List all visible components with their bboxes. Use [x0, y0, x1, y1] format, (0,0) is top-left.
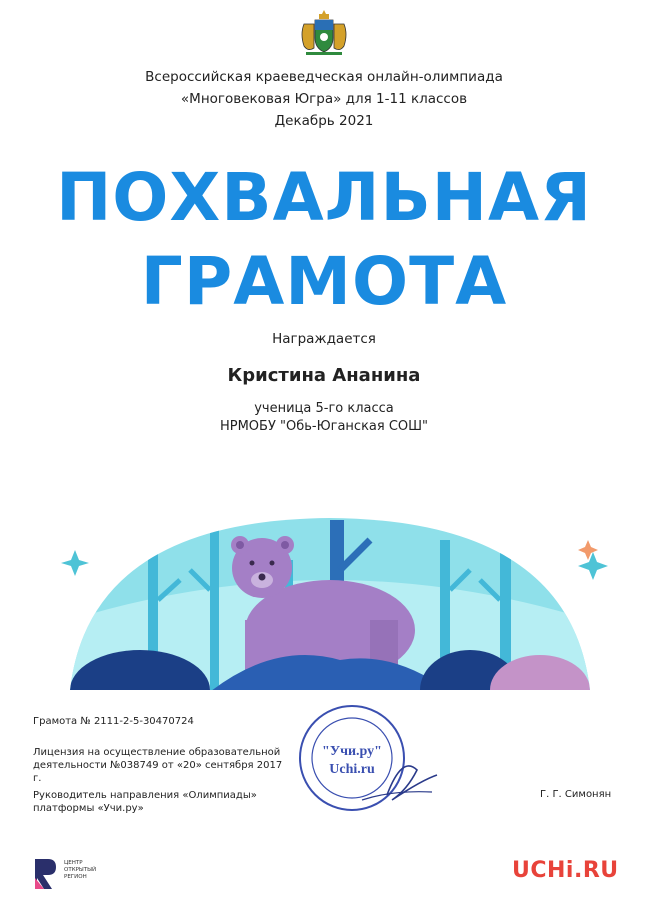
license-line1: Лицензия на осуществление образовательной [33, 747, 281, 758]
recipient-school: НРМОБУ "Обь-Юганская СОШ" [219, 419, 429, 434]
recipient-grade: ученица 5-го класса [254, 401, 394, 416]
official-stamp-icon [292, 700, 442, 820]
bear-forest-illustration [40, 500, 620, 700]
partner-logo-line1: ЦЕНТР [64, 860, 83, 866]
partner-logo-line2: ОТКРЫТЫЙ [64, 867, 97, 873]
open-region-logo-icon [32, 856, 58, 892]
certificate-title-line1: ПОХВАЛЬНАЯ [56, 159, 592, 236]
certificate-number: Грамота № 2111-2-5-30470724 [33, 716, 194, 727]
license-line2: деятельности №038749 от «20» сентября 2017 г. [33, 760, 283, 784]
awarded-label: Награждается [272, 331, 376, 347]
lead-line2: платформы «Учи.ру» [33, 803, 144, 814]
olympiad-title: Всероссийская краеведческая онлайн-олимпиада [145, 69, 503, 85]
certificate-title-line2: ГРАМОТА [140, 243, 508, 320]
uchi-ru-logo: UCHi.RU [512, 858, 619, 883]
stamp-quote: "Учи.ру" [322, 744, 382, 759]
olympiad-subtitle: «Многовековая Югра» для 1-11 классов [180, 91, 468, 107]
signer-name: Г. Г. Симонян [540, 789, 612, 800]
recipient-name: Кристина Ананина [227, 365, 421, 386]
lead-title [33, 789, 283, 815]
olympiad-date: Декабрь 2021 [274, 113, 374, 129]
coat-of-arms-emblem [296, 8, 352, 58]
lead-line1: Руководитель направления «Олимпиады» [33, 790, 257, 801]
license-text [33, 746, 293, 785]
partner-logo-line3: РЕГИОН [64, 874, 87, 880]
stamp-site: Uchi.ru [329, 762, 375, 777]
